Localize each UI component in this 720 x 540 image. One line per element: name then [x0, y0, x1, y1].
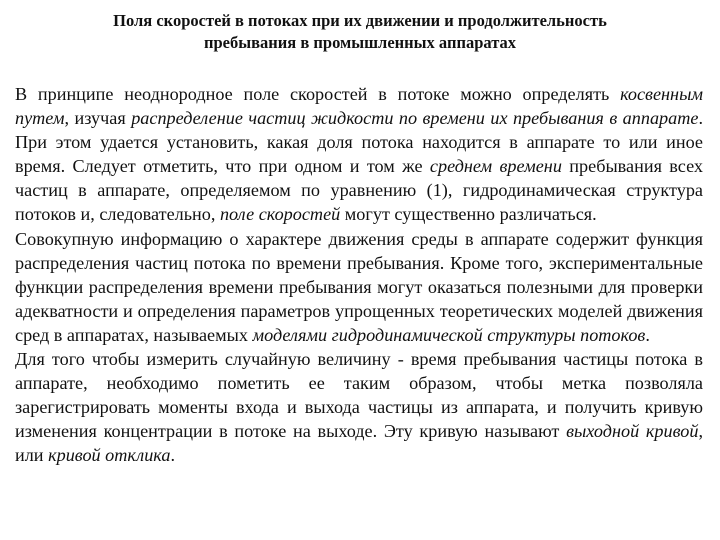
- p1-text-3: . При этом удается установить, какая доля потока находится в аппарате то или иное время. Следует отметить, что при одном и том же: [15, 108, 703, 177]
- p3-text-3: .: [170, 445, 175, 466]
- paragraph-1: [15, 82, 703, 227]
- p1-italic-4: поле скоростей: [219, 204, 341, 225]
- title-line-2: пребывания в промышленных аппаратах: [203, 33, 517, 52]
- paragraph-3: [15, 347, 703, 467]
- p1-italic-2: распределение частиц жидкости по времени их пребывания в аппарате: [131, 108, 699, 129]
- p1-italic-1: косвенным путем: [15, 84, 703, 129]
- title-line-1: Поля скоростей в потоках при их движении и продолжительность: [113, 11, 607, 30]
- p1-text-1: В принципе неоднородное поле скоростей в потоке можно определять: [15, 84, 621, 104]
- p1-text-2: , изучая: [64, 108, 132, 129]
- p1-text-4: пребывания всех частиц в аппарате, определяемом по уравнению (1), гидродинамическая структура потоков и, следовательно,: [15, 156, 703, 225]
- body-text: [15, 82, 703, 468]
- p2-italic-1: моделями гидродинамической структуры потоков: [252, 324, 646, 345]
- p1-text-5: могут существенно различаться.: [340, 204, 597, 225]
- p1-italic-3: среднем времени: [429, 156, 562, 177]
- p2-text-1: Совокупную информацию о характере движения среды в аппарате содержит функция распределения частиц потока по времени пребывания. Кроме того, экспериментальные функции распределения времени пребывания могут оказаться полезными для проверки адекватности и определения параметров упрощенных теоретических моделей движения сред в аппаратах, называемых: [15, 228, 703, 345]
- p3-text-2: , или: [15, 421, 703, 466]
- p3-text-1: Для того чтобы измерить случайную величину - время пребывания частицы потока в аппарате, необходимо пометить ее таким образом, чтобы метка позволяла зарегистрировать моменты входа и выхода частицы из аппарата, и получить кривую изменения концентрации в потоке на выходе. Эту кривую называют: [15, 349, 703, 442]
- paragraph-2: [15, 227, 703, 347]
- slide-title: [60, 10, 660, 54]
- p3-italic-1: выходной кривой: [566, 421, 699, 442]
- p3-italic-2: кривой отклика: [48, 445, 171, 466]
- p2-text-2: .: [645, 324, 650, 345]
